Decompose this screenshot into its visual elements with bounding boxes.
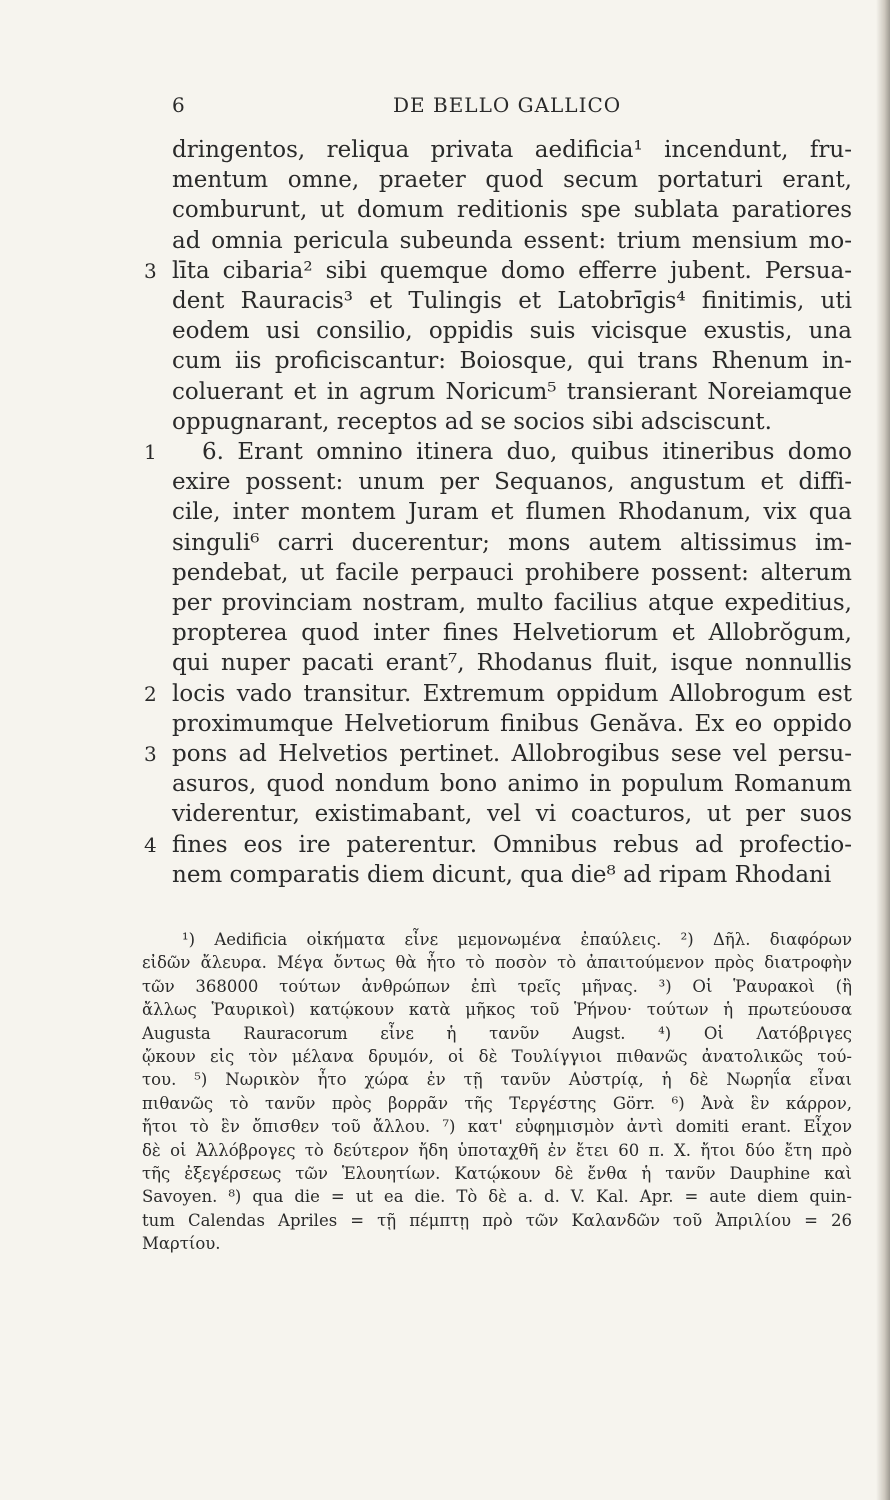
footnote-line <box>0 998 890 1021</box>
text-line-content: coluerant et in agrum Noricum⁵ transierant Noreiamque <box>172 378 852 405</box>
text-line <box>0 467 890 497</box>
text-line <box>0 316 890 346</box>
text-line-content: līta cibaria² sibi quemque domo efferre jubent. Persua- <box>172 257 852 284</box>
text-line-content: qui nuper pacati erant⁷, Rhodanus fluit, isque nonnullis <box>172 650 852 677</box>
page-number: 6 <box>172 93 185 117</box>
text-line-content: 6. Erant omnino itinera duo, quibus itineribus domo <box>202 439 852 465</box>
text-line <box>0 799 890 829</box>
text-line <box>0 860 890 890</box>
footnote-line-content: tum Calendas Apriles = τῇ πέμπτῃ πρὸ τῶν Καλανδῶν τοῦ Ἀπριλίου = 26 <box>142 1210 852 1230</box>
text-line <box>0 256 890 286</box>
footnote-line <box>0 1185 890 1208</box>
text-line <box>0 165 890 195</box>
footnote-line-content: του. ⁵) Νωρικὸν ἦτο χώρα ἐν τῇ τανῦν Αὐστρίᾳ, ἡ δὲ Νωρηΐα εἶναι <box>142 1070 852 1090</box>
text-line-content: dringentos, reliqua privata aedificia¹ incendunt, fru- <box>172 137 852 163</box>
text-line <box>0 739 890 769</box>
footnote-line <box>0 1232 890 1255</box>
footnote-line-content: ¹) Aedificia οἰκήματα εἶνε μεμονωμένα ἐπαύλεις. ²) Δῆλ. διαφόρων <box>182 930 852 949</box>
footnote-line-content: πιθανῶς τὸ τανῦν πρὸς βορρᾶν τῆς Τεργέστης Görr. ⁶) Ἀνὰ ἓν κάρρον, <box>142 1093 852 1113</box>
text-line <box>0 679 890 709</box>
text-line-content: propterea quod inter fines Helvetiorum et Allobrŏgum, <box>172 620 852 647</box>
text-line <box>0 709 890 739</box>
text-line <box>0 437 890 467</box>
margin-section-number: 4 <box>144 832 157 857</box>
text-line-content: viderentur, existimabant, vel vi coacturos, ut per suos <box>172 801 852 828</box>
footnote-line <box>0 1022 890 1045</box>
footnote-line-content: εἰδῶν ἄλευρα. Μέγα ὄντως θὰ ἦτο τὸ ποσὸν τὸ ἀπαιτούμενον πρὸς διατροφὴν <box>142 953 852 973</box>
text-line-content: fines eos ire paterentur. Omnibus rebus ad profectio- <box>172 831 852 858</box>
text-line <box>0 407 890 437</box>
text-line-content: per provinciam nostram, multo facilius atque expeditius, <box>172 590 852 616</box>
footnote-line-content: Μαρτίου. <box>142 1234 221 1254</box>
footnote-line <box>0 1068 890 1091</box>
text-line-content: nem comparatis diem dicunt, qua die⁸ ad ripam Rhodani <box>172 861 832 888</box>
text-line-content: ad omnia pericula subeunda essent: trium mensium mo- <box>172 227 852 254</box>
text-line-content: eodem usi consilio, oppidis suis vicisque exustis, una <box>172 318 852 345</box>
page-header <box>0 93 890 123</box>
text-line-content: cile, inter montem Juram et flumen Rhodanum, vix qua <box>172 499 852 526</box>
footnote-line <box>0 1139 890 1162</box>
text-line-content: asuros, quod nondum bono animo in populum Romanum <box>172 771 852 798</box>
footnote-line <box>0 1162 890 1185</box>
text-line-content: locis vado transitur. Extremum oppidum Allobrogum est <box>172 680 852 707</box>
text-line <box>0 588 890 618</box>
footnote-line-content: ἄλλως Ῥαυρικοὶ) κατῴκουν κατὰ μῆκος τοῦ Ῥήνου· τούτων ἡ πρωτεύουσα <box>142 1000 852 1020</box>
text-line <box>0 558 890 588</box>
margin-section-number: 1 <box>144 440 157 464</box>
text-line-content: cum iis proficiscantur: Boiosque, qui trans Rhenum in- <box>172 348 852 375</box>
footnote-line-content: τῆς ἐξεγέρσεως τῶν Ἑλουητίων. Κατῴκουν δὲ ἔνθα ἡ τανῦν Dauphine καὶ <box>142 1164 852 1183</box>
running-title: DE BELLO GALLICO <box>393 93 622 117</box>
text-line-content: comburunt, ut domum reditionis spe sublata paratiores <box>172 197 852 224</box>
text-line <box>0 769 890 799</box>
footnote-line-content: Augusta Rauracorum εἶνε ἡ τανῦν Augst. ⁴) Οἱ Λατόβριγες <box>142 1023 852 1043</box>
footnote-line <box>0 928 890 951</box>
text-line <box>0 830 890 860</box>
footnote-line-content: ἤτοι τὸ ἓν ὄπισθεν τοῦ ἄλλου. ⁷) κατ' εὐφημισμὸν ἀντὶ domiti erant. Εἶχον <box>142 1117 852 1137</box>
margin-section-number: 3 <box>144 258 157 283</box>
footnote-line <box>0 951 890 974</box>
footnote-line-content: δὲ οἱ Ἀλλόβρογες τὸ δεύτερον ἤδη ὑποταχθῆ ἐν ἔτει 60 π. Χ. ἤτοι δύο ἔτη πρὸ <box>142 1140 852 1160</box>
footnote-line <box>0 975 890 998</box>
text-line <box>0 377 890 407</box>
text-line <box>0 286 890 316</box>
text-line-content: dent Rauracis³ et Tulingis et Latobrīgis⁴ finitimis, uti <box>172 288 852 314</box>
footnote-line <box>0 1092 890 1115</box>
text-line <box>0 195 890 225</box>
text-line <box>0 497 890 527</box>
footnote-line-content: Savoyen. ⁸) qua die = ut ea die. Τὸ δὲ a. d. V. Kal. Apr. = aute diem quin- <box>142 1187 852 1207</box>
text-line-content: mentum omne, praeter quod secum portaturi erant, <box>172 167 852 194</box>
margin-section-number: 3 <box>144 742 157 766</box>
footnote-line <box>0 1115 890 1138</box>
text-line <box>0 648 890 678</box>
text-line <box>0 618 890 648</box>
footnote-line <box>0 1045 890 1068</box>
text-line-content: oppugnarant, receptos ad se socios sibi adsciscunt. <box>172 408 772 435</box>
text-line <box>0 528 890 558</box>
text-line-content: pons ad Helvetios pertinet. Allobrogibus sese vel persu- <box>172 741 852 767</box>
footnote-line-content: ᾤκουν εἰς τὸν μέλανα δρυμόν, οἱ δὲ Τουλίγγιοι πιθανῶς ἀνατολικῶς τού- <box>142 1047 852 1066</box>
text-line-content: proximumque Helvetiorum finibus Genăva. Ex eo oppido <box>172 710 852 737</box>
text-line-content: pendebat, ut facile perpauci prohibere possent: alterum <box>172 559 852 586</box>
text-line <box>0 346 890 376</box>
text-line-content: singuli⁶ carri ducerentur; mons autem altissimus im- <box>172 529 852 556</box>
margin-section-number: 2 <box>144 681 157 706</box>
text-line <box>0 135 890 165</box>
footnote-line-content: τῶν 368000 τούτων ἀνθρώπων ἐπὶ τρεῖς μῆνας. ³) Οἱ Ῥαυρακοὶ (ἢ <box>142 976 852 996</box>
footnote-line <box>0 1209 890 1232</box>
text-line-content: exire possent: unum per Sequanos, angustum et diffi- <box>172 469 852 496</box>
text-line <box>0 226 890 256</box>
